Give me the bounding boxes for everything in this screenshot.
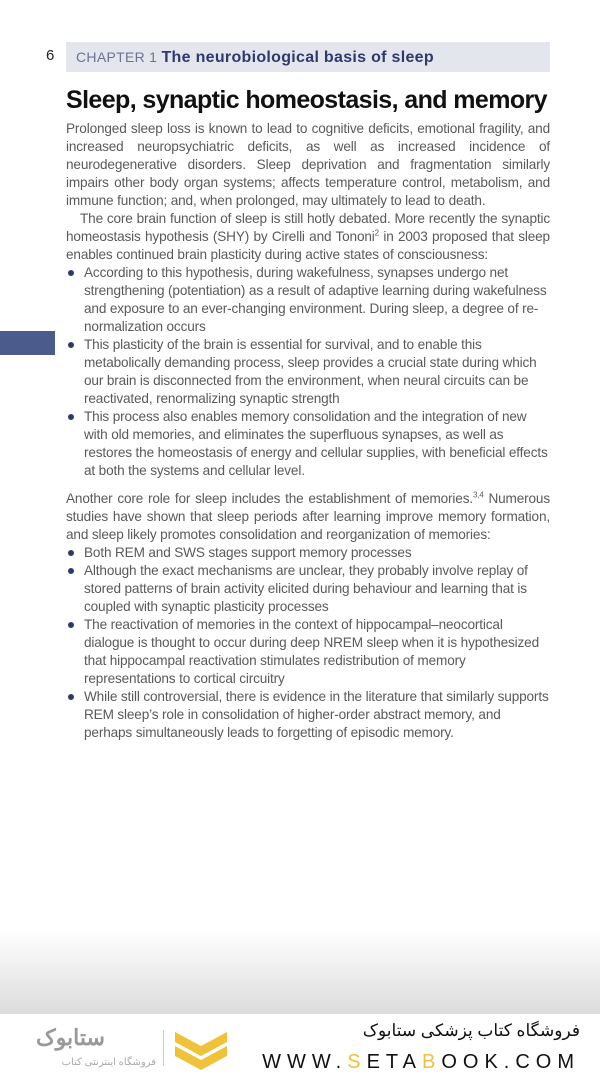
- bullet-list: [66, 264, 550, 480]
- bullet-icon: [68, 550, 74, 556]
- list-item: [66, 562, 550, 616]
- list-item-text: Although the exact mechanisms are unclear, they probably involve replay of stored patterns of brain activity elicited during behaviour and learning that is coupled with synaptic plasticity processes: [84, 563, 528, 614]
- bullet-list: [66, 544, 550, 742]
- page-content: [66, 84, 550, 742]
- bullet-icon: [68, 342, 74, 348]
- body-text: [66, 120, 550, 742]
- url-part: OOK.COM: [441, 1051, 580, 1073]
- citation: 2: [374, 228, 379, 238]
- paragraph: Prolonged sleep loss is known to lead to cognitive deficits, emotional fragility, and increased neuropsychiatric deficits, as well as increased incidence of neurodegenerative disorders. Sleep deprivation and fragmentation similarly impairs other body organ systems; affects temperature control, metabolism, and immune function; and, when prolonged, may ultimately to lead to death.: [66, 121, 550, 208]
- logo-divider: [163, 1030, 164, 1066]
- chapter-thumb-tab: [0, 331, 55, 355]
- setabook-logo: [28, 1024, 238, 1074]
- url-part: ETA: [366, 1051, 422, 1073]
- list-item: [66, 408, 550, 480]
- chapter-header: [66, 42, 550, 72]
- url-part: S: [347, 1051, 367, 1073]
- list-item: [66, 544, 550, 562]
- paragraph: [66, 490, 550, 544]
- page-number: 6: [46, 47, 55, 64]
- chapter-label: [76, 49, 434, 67]
- bullet-icon: [68, 568, 74, 574]
- chevron-logo-icon: [173, 1030, 229, 1070]
- list-item-text: This process also enables memory consolidation and the integration of new with old memories, and eliminates the superfluous synapses, as well as restores the homeostasis of energy and cellular supplies, with beneficial effects at both the systems and cellular level.: [84, 409, 548, 478]
- list-item: [66, 688, 550, 742]
- bullet-icon: [68, 622, 74, 628]
- list-item-text: This plasticity of the brain is essential for survival, and to enable this metabolically demanding process, sleep provides a crucial state during which our brain is disconnected from the environment, when neural circuits can be reactivated, renormalizing synaptic strength: [84, 337, 537, 406]
- url-part: B: [421, 1051, 442, 1073]
- chapter-title: The neurobiological basis of sleep: [161, 49, 434, 66]
- paragraph-text: Another core role for sleep includes the establishment of memories.: [66, 491, 473, 506]
- watermark-footer: [0, 1014, 600, 1080]
- list-item-text: According to this hypothesis, during wakefulness, synapses undergo net strengthening (potentiation) as a result of adaptive learning during wakefulness and exposure to an ever-changing environment. During sleep, a degree of re-normalization occurs: [84, 265, 547, 334]
- url-part: WWW.: [262, 1051, 348, 1073]
- list-item: [66, 616, 550, 688]
- page-shadow: [0, 930, 600, 1014]
- list-item-text: While still controversial, there is evidence in the literature that similarly supports REM sleep’s role in consolidation of higher-order abstract memory, and perhaps simultaneously leads to forgetting of episodic memory.: [84, 689, 549, 740]
- bullet-icon: [68, 414, 74, 420]
- paragraph-text: in 2003 proposed that sleep enables continued brain plasticity during active states of consciousness:: [66, 229, 550, 262]
- paragraph: [66, 210, 550, 264]
- store-name: فروشگاه کتاب پزشکی ستابوک: [362, 1021, 580, 1040]
- bullet-icon: [68, 694, 74, 700]
- list-item: [66, 336, 550, 408]
- store-url[interactable]: [262, 1050, 580, 1074]
- list-item: [66, 264, 550, 336]
- paragraph-text: Numerous studies have shown that sleep periods after learning improve memory formation, and sleep likely promotes consolidation and reorganization of memories:: [66, 491, 550, 542]
- list-item-text: The reactivation of memories in the context of hippocampal–neocortical dialogue is thought to occur during deep NREM sleep when it is hypothesized that hippocampal reactivation stimulates redistribution of memory representations to cortical circuitry: [84, 617, 539, 686]
- list-item-text: Both REM and SWS stages support memory processes: [84, 545, 412, 560]
- logo-wordmark: ستابوک: [36, 1025, 105, 1050]
- bullet-icon: [68, 270, 74, 276]
- citation: 3,4: [473, 490, 484, 500]
- paragraph-text: The core brain function of sleep is still hotly debated. More recently the synaptic homeostasis hypothesis (SHY) by Cirelli and Tononi: [66, 211, 550, 244]
- chapter-number: CHAPTER 1: [76, 49, 158, 65]
- section-title: Sleep, synaptic homeostasis, and memory: [66, 86, 547, 114]
- logo-subtitle: فروشگاه اینترنتی کتاب: [61, 1057, 156, 1068]
